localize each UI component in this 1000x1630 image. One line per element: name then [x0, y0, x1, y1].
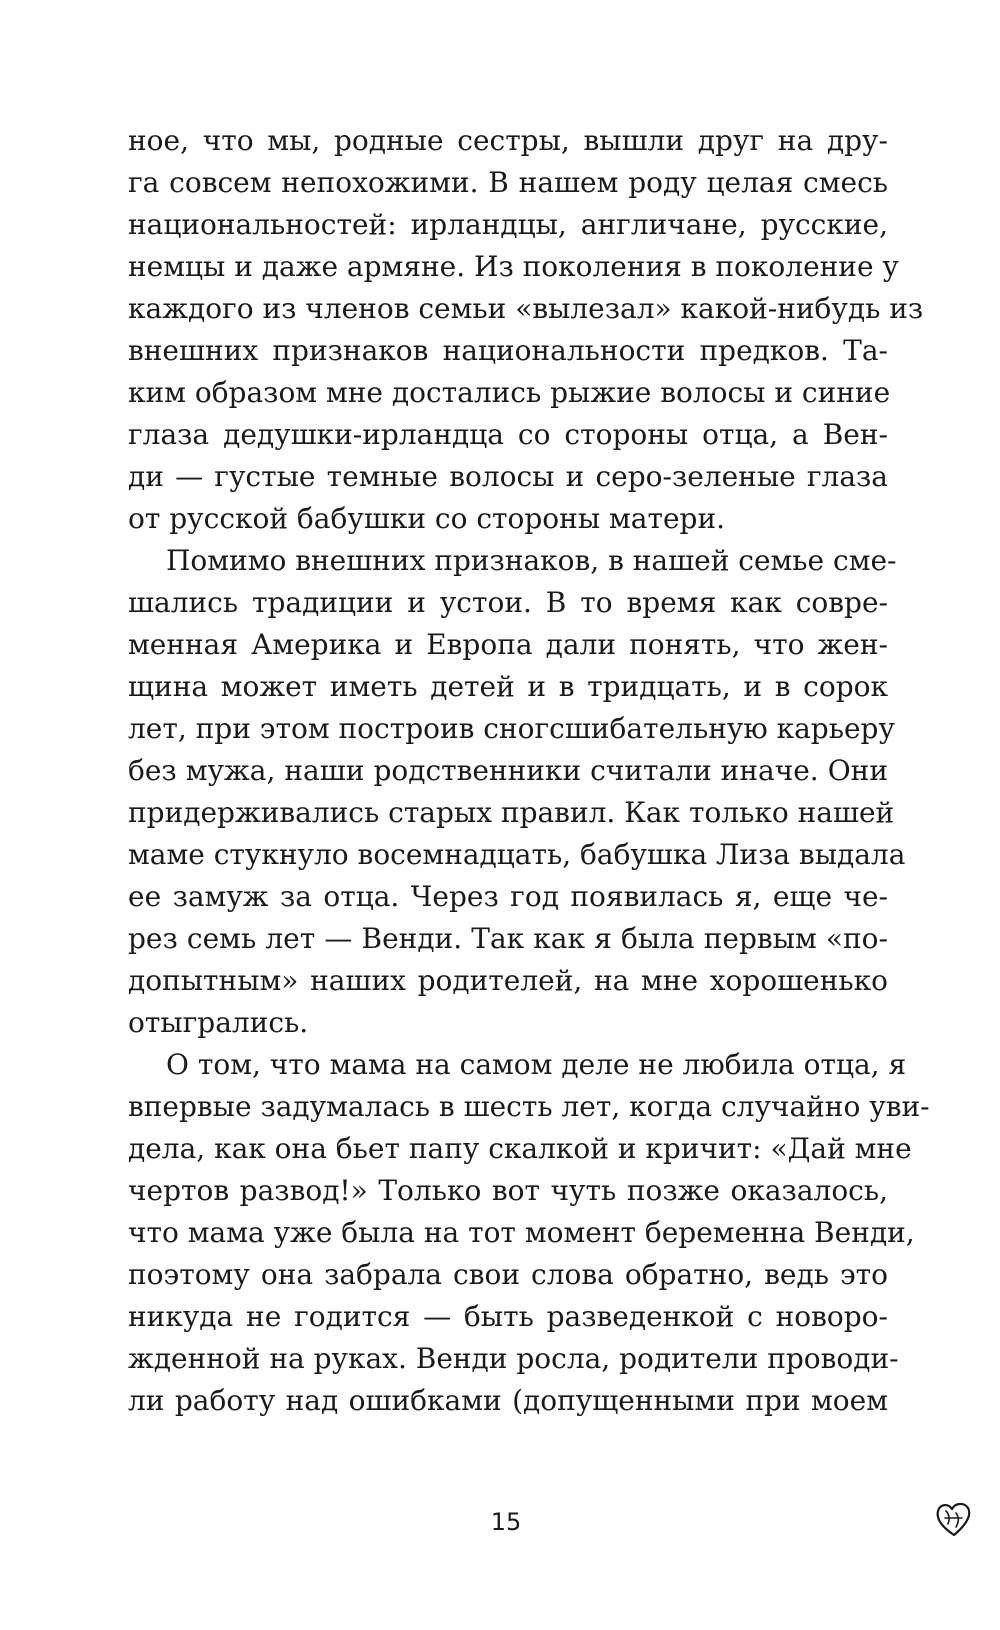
- text-line: рез семь лет — Венди. Так как я была первым «по-: [128, 922, 888, 955]
- text-line: О том, что мама на самом деле не любила отца, я: [166, 1048, 907, 1081]
- text-line: щина может иметь детей и в тридцать, и в сорок: [128, 670, 888, 703]
- text-line: придерживались старых правил. Как только нашей: [128, 796, 895, 829]
- heart-doodle-icon: [932, 1497, 976, 1541]
- text-line: чертов развод!» Только вот чуть позже оказалось,: [128, 1174, 888, 1207]
- text-line: ким образом мне достались рыжие волосы и синие: [128, 376, 891, 409]
- text-line: никуда не годится — быть разведенкой с новоро-: [128, 1300, 888, 1333]
- text-line: поэтому она забрала свои слова обратно, ведь это: [128, 1258, 888, 1291]
- text-line: шались традиции и устои. В то время как совре-: [128, 586, 888, 619]
- text-line: ее замуж за отца. Через год появилась я, еще че-: [128, 880, 888, 913]
- text-line: без мужа, наши родственники считали иначе. Они: [128, 754, 888, 787]
- text-line: внешних признаков национальности предков. Та-: [128, 334, 888, 367]
- text-line: маме стукнуло восемнадцать, бабушка Лиза выдала: [128, 838, 906, 871]
- text-line: допытным» наших родителей, на мне хорошенько: [128, 964, 888, 997]
- text-line: национальностей: ирландцы, англичане, русские,: [128, 208, 888, 241]
- text-line: немцы и даже армяне. Из поколения в поколение у: [128, 250, 899, 283]
- text-line: ли работу над ошибками (допущенными при моем: [128, 1384, 888, 1417]
- text-line: дела, как она бьет папу скалкой и кричит: «Дай мне: [128, 1132, 912, 1165]
- page-number: 15: [490, 1508, 522, 1536]
- text-line: лет, при этом построив сногсшибательную карьеру: [128, 712, 895, 745]
- text-line: га совсем непохожими. В нашем роду целая смесь: [128, 166, 888, 199]
- text-line: жденной на руках. Венди росла, родители проводи-: [128, 1342, 899, 1375]
- text-line: ди — густые темные волосы и серо-зеленые глаза: [128, 460, 888, 493]
- text-line: каждого из членов семьи «вылезал» какой-нибудь из: [128, 292, 924, 325]
- text-line: глаза дедушки-ирландца со стороны отца, а Вен-: [128, 418, 888, 451]
- text-line: от русской бабушки со стороны матери.: [128, 502, 726, 535]
- text-line: ное, что мы, родные сестры, вышли друг на дру-: [128, 124, 888, 157]
- page-text: [128, 120, 930, 1422]
- text-line: Помимо внешних признаков, в нашей семье сме-: [166, 544, 897, 577]
- text-line: что мама уже была на тот момент беременна Венди,: [128, 1216, 915, 1249]
- text-line: менная Америка и Европа дали понять, что жен-: [128, 628, 888, 661]
- text-line: впервые задумалась в шесть лет, когда случайно уви-: [128, 1090, 930, 1123]
- text-line: отыгрались.: [128, 1006, 309, 1039]
